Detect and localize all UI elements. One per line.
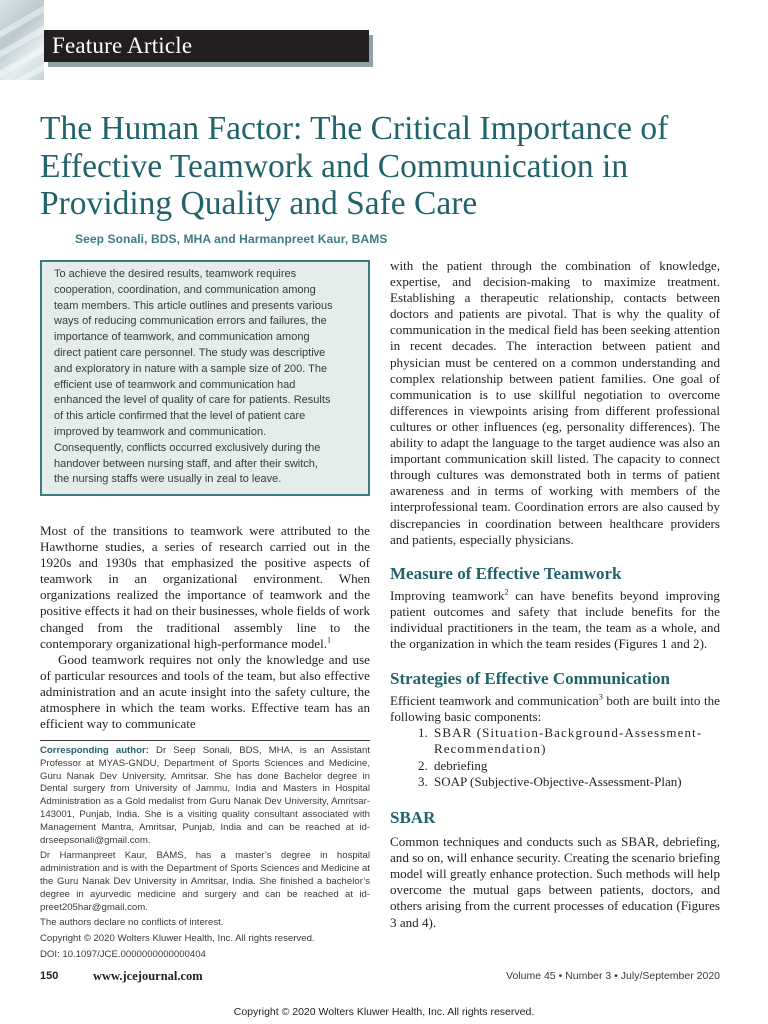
abstract-line: the nursing staffs were usually in zeal to leave. <box>54 473 282 486</box>
abstract-line: To achieve the desired results, teamwork requires <box>54 268 297 280</box>
footnote-divider <box>40 740 370 741</box>
list-text: SOAP (Subjective-Objective-Assessment-Plan) <box>434 773 682 789</box>
section-label: Feature Article <box>44 30 369 62</box>
abstract-box <box>40 260 370 496</box>
abstract-line: enhanced the level of quality of care for patients. Results <box>54 394 331 407</box>
list-number: 2. <box>418 757 428 773</box>
abstract-line: Consequently, conflicts occurred exclusively during the <box>54 441 321 454</box>
list-text: debriefing <box>434 757 488 773</box>
left-column-body <box>40 523 370 732</box>
abstract-line: improved by teamwork and communication. <box>54 425 267 438</box>
list-item <box>390 774 720 790</box>
abstract-line: team members. This article outlines and presents various <box>54 299 333 312</box>
body-paragraph: Common techniques and conducts such as SBAR, debriefing, and so on, will enhance security. Creating the scenario briefing model will greatly enhance protection. Such methods will help overcome the mutual gaps between patients, doctors, and others arising from the current processes of education (Figures 3 and 4). <box>390 834 720 930</box>
corresponding-author-text: Dr Seep Sonali, BDS, MHA, is an Assistant Professor at MYAS-GNDU, Department of Sports Sciences and Medicine, Guru Nanak Dev University, Amritsar. She has done Bachelor degree in Dental surgery from University of Jammu, India and Masters in Hospital Administration as a Gold medalist from Guru Nanak Dev University, Amritsar-143001, Punjab, India. She is a visiting quality consultant associated with Management Mantra, Amritsar, Punjab, India and can be reached at id-drseepsonali@gmail.com. <box>40 745 370 846</box>
paragraph-text: both are built into the following basic components: <box>390 693 720 725</box>
section-heading-sbar: SBAR <box>390 808 436 828</box>
paragraph-text: Efficient teamwork and communication <box>390 693 599 709</box>
components-list <box>390 725 720 790</box>
abstract-line: of this article confirmed that the level of patient care <box>54 410 306 423</box>
doi[interactable]: DOI: 10.1097/JCE.0000000000000404 <box>40 948 206 960</box>
list-text: SBAR (Situation-Background-Assessment-Recommendation) <box>434 725 703 757</box>
title-line: Providing Quality and Safe Care <box>40 185 478 222</box>
article-title <box>40 110 740 223</box>
section-heading-measure: Measure of Effective Teamwork <box>390 563 622 583</box>
abstract-line: direct patient care personnel. The study was descriptive <box>54 346 326 359</box>
list-item <box>390 725 720 757</box>
corresponding-author-note <box>40 745 370 847</box>
author-notes <box>40 745 370 962</box>
right-column-body <box>390 258 720 931</box>
abstract-line: and exploratory in nature with a sample size of 200. The <box>54 362 328 375</box>
section-heading-strategies: Strategies of Effective Communication <box>390 669 670 689</box>
reference-link[interactable]: 3 <box>598 692 603 702</box>
conflicts-statement: The authors declare no conflicts of interest. <box>40 917 224 929</box>
volume-info: Volume 45 • Number 3 • July/September 2020 <box>506 970 720 982</box>
abstract-line: efficient use of teamwork and communication had <box>54 378 296 391</box>
title-line: The Human Factor: The Critical Importance of <box>40 110 669 147</box>
title-line: Effective Teamwork and Communication in <box>40 147 629 185</box>
corresponding-author-label: Corresponding author: <box>40 745 149 756</box>
article-authors: Seep Sonali, BDS, MHA and Harmanpreet Kaur, BAMS <box>75 232 388 246</box>
list-item <box>390 758 720 774</box>
paragraph-text: can have benefits beyond improving patient outcomes and safety that include benefits for the individual practitioners in the team, the team as a whole, and the organization in which the team resides (Figures 1 and 2). <box>390 587 720 651</box>
paragraph-text: Most of the transitions to teamwork were attributed to the Hawthorne studies, a series of research carried out in the 1920s and 1930s that emphasized the positive aspects of teamwork in an organizational environment. When organizations realized the importance of teamwork and the positive effects it had on their businesses, whole fields of work changed from the traditional assembly line to the contemporary organizational high-performance model. <box>40 523 370 651</box>
second-author-note: Dr Harmanpreet Kaur, BAMS, has a master’s degree in hospital administration and is with the Department of Sports Sciences and Medicine at the Guru Nanak Dev University in Amritsar, India. She finished a bachelor’s degree in ayurvedic medicine and surgery and can be reached at id-preet205har@gmail.com. <box>40 850 370 913</box>
body-paragraph <box>390 588 720 652</box>
reference-link[interactable]: 1 <box>326 635 331 645</box>
reference-link[interactable]: 2 <box>504 587 509 597</box>
page-number: 150 <box>40 970 59 982</box>
abstract-line: importance of teamwork, and communication among <box>54 331 310 344</box>
abstract-line: handover between nursing staff, and after their switch, <box>54 457 318 470</box>
bottom-copyright: Copyright © 2020 Wolters Kluwer Health, Inc. All rights reserved. <box>233 1006 535 1018</box>
header-corner-graphic <box>0 0 44 80</box>
body-paragraph: with the patient through the combination of knowledge, expertise, and decision-making to maximize treatment. Establishing a therapeutic relationship, contacts between doctors and patients are pivotal. That is why the quality of communication in the medical field has been seeking attention in recent decades. The interaction between patient and physician must be centered on a common understanding and complex relationship between patient families. One goal of communication is to use skillful negotiation to overcome differences in viewpoints arising from different professional cultures or other influences (eg, personality differences). The ability to adapt the language to the target audience was also an important communication skill listed. The capacity to connect through cultures was demonstrated both in terms of patient awareness and in terms of working with members of the interprofessional team. Coordination errors are also caused by discrepancies in coordination between healthcare providers and patients, especially physicians. <box>390 258 720 547</box>
abstract-line: cooperation, coordination, and communication among <box>54 283 316 296</box>
paragraph-text: Improving teamwork <box>390 587 505 603</box>
body-paragraph: Good teamwork requires not only the knowledge and use of particular resources and tools of the team, but also effective administration and an acute insight into the safety culture, the atmosphere in which the team works. Effective team has an efficient way to communicate <box>40 651 370 732</box>
body-paragraph <box>390 693 720 725</box>
list-number: 3. <box>418 773 428 789</box>
body-paragraph <box>40 523 370 652</box>
list-number: 1. <box>418 725 428 741</box>
copyright-note: Copyright © 2020 Wolters Kluwer Health, Inc. All rights reserved. <box>40 933 315 945</box>
abstract-line: ways of reducing communication errors and failures, the <box>54 315 327 328</box>
journal-url[interactable]: www.jcejournal.com <box>93 969 203 983</box>
